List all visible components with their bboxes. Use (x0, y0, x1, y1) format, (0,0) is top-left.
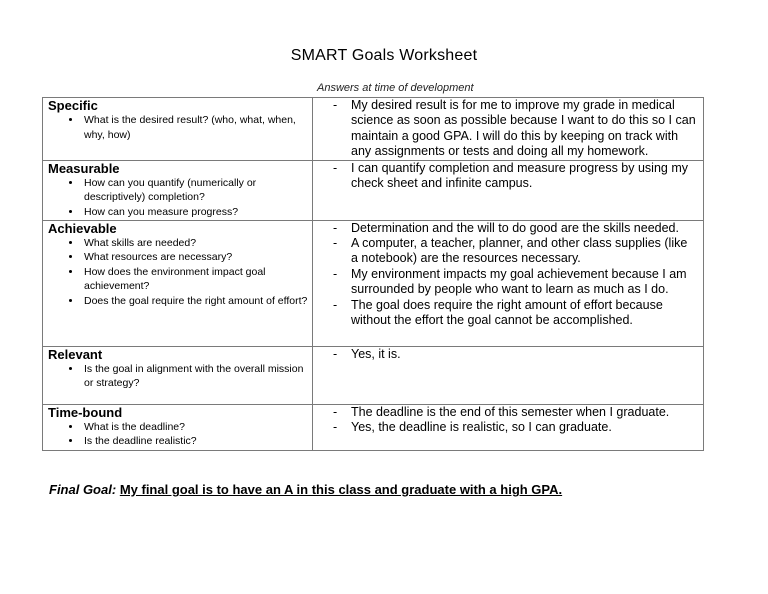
question-list (48, 362, 308, 391)
question-item: • What is the deadline? (82, 420, 308, 435)
answer-item (313, 267, 699, 298)
question-item: • Is the goal in alignment with the overall mission or strategy? (82, 362, 308, 391)
dash-bullet: - (333, 404, 338, 419)
dash-bullet: - (333, 346, 338, 361)
table-row (43, 98, 704, 161)
question-item: • What is the desired result? (who, what, when, why, how) (82, 113, 308, 142)
criteria-cell (43, 346, 313, 404)
final-goal-label: Final Goal (49, 482, 112, 497)
question-item: • What resources are necessary? (82, 250, 308, 265)
answer-text: The goal does require the right amount of effort because without the effort the goal cannot be accomplished. (351, 297, 663, 328)
category-label: Time-bound (48, 404, 123, 420)
answer-item (313, 420, 699, 435)
answer-text: My environment impacts my goal achievement because I am surrounded by people who want to learn as much as I do. (351, 266, 687, 297)
table-row (43, 404, 704, 450)
table-row (43, 346, 704, 404)
answer-cell (313, 220, 704, 346)
answer-item (313, 98, 699, 160)
page-title: SMART Goals Worksheet (290, 47, 478, 64)
dash-bullet: - (333, 297, 338, 312)
answer-text: Yes, it is. (351, 346, 401, 361)
question-item: • Does the goal require the right amount of effort? (82, 294, 308, 309)
criteria-cell (43, 98, 313, 161)
question-item: • How can you quantify (numerically or descriptively) completion? (82, 176, 308, 205)
category-label: Measurable (48, 160, 120, 176)
answer-item (313, 161, 699, 192)
answer-list (313, 405, 699, 436)
answer-item (313, 221, 699, 236)
answer-item (313, 405, 699, 420)
final-goal-colon: : (111, 482, 117, 497)
answer-text: Determination and the will to do good are the skills needed. (351, 220, 679, 235)
question-list (48, 176, 308, 220)
answer-text: A computer, a teacher, planner, and other class supplies (like a notebook) are the resources necessary. (351, 236, 688, 266)
criteria-cell (43, 404, 313, 450)
smart-goals-table (42, 97, 704, 451)
question-list (48, 236, 308, 309)
question-list (48, 113, 308, 142)
dash-bullet: - (333, 160, 338, 175)
answer-cell (313, 98, 704, 161)
answer-list (313, 221, 699, 329)
final-goal (49, 482, 562, 497)
criteria-cell (43, 220, 313, 346)
answer-item (313, 236, 699, 267)
question-list (48, 420, 308, 449)
dash-bullet: - (333, 266, 338, 281)
answer-cell (313, 346, 704, 404)
answer-cell (313, 160, 704, 220)
answer-text: My desired result is for me to improve my grade in medical science as soon as possible because I want to do this so I can maintain a good GPA. I will do this by keeping on track with any assignments or tests and doing all my homework. (351, 98, 696, 159)
dash-bullet: - (333, 98, 338, 112)
subtitle: Answers at time of development (317, 82, 474, 94)
final-goal-text: My final goal is to have an A in this class and graduate with a high GPA. (119, 482, 563, 497)
answer-text: The deadline is the end of this semester when I graduate. (351, 404, 670, 419)
category-label: Relevant (48, 346, 103, 362)
table-row (43, 220, 704, 346)
category-label: Specific (48, 98, 98, 113)
answer-list (313, 347, 699, 362)
answer-cell (313, 404, 704, 450)
dash-bullet: - (333, 220, 338, 235)
question-item: • How can you measure progress? (82, 205, 308, 220)
dash-bullet: - (333, 420, 338, 435)
category-label: Achievable (48, 220, 117, 236)
answer-list (313, 98, 699, 160)
answer-item (313, 298, 699, 329)
question-item: • What skills are needed? (82, 236, 308, 251)
answer-list (313, 161, 699, 192)
criteria-cell (43, 160, 313, 220)
answer-text: Yes, the deadline is realistic, so I can graduate. (351, 420, 612, 435)
answer-item (313, 347, 699, 362)
question-item: • Is the deadline realistic? (82, 434, 308, 449)
answer-text: I can quantify completion and measure progress by using my check sheet and infinite campus. (351, 160, 688, 191)
table-row (43, 160, 704, 220)
question-item: • How does the environment impact goal achievement? (82, 265, 308, 294)
dash-bullet: - (333, 236, 338, 251)
